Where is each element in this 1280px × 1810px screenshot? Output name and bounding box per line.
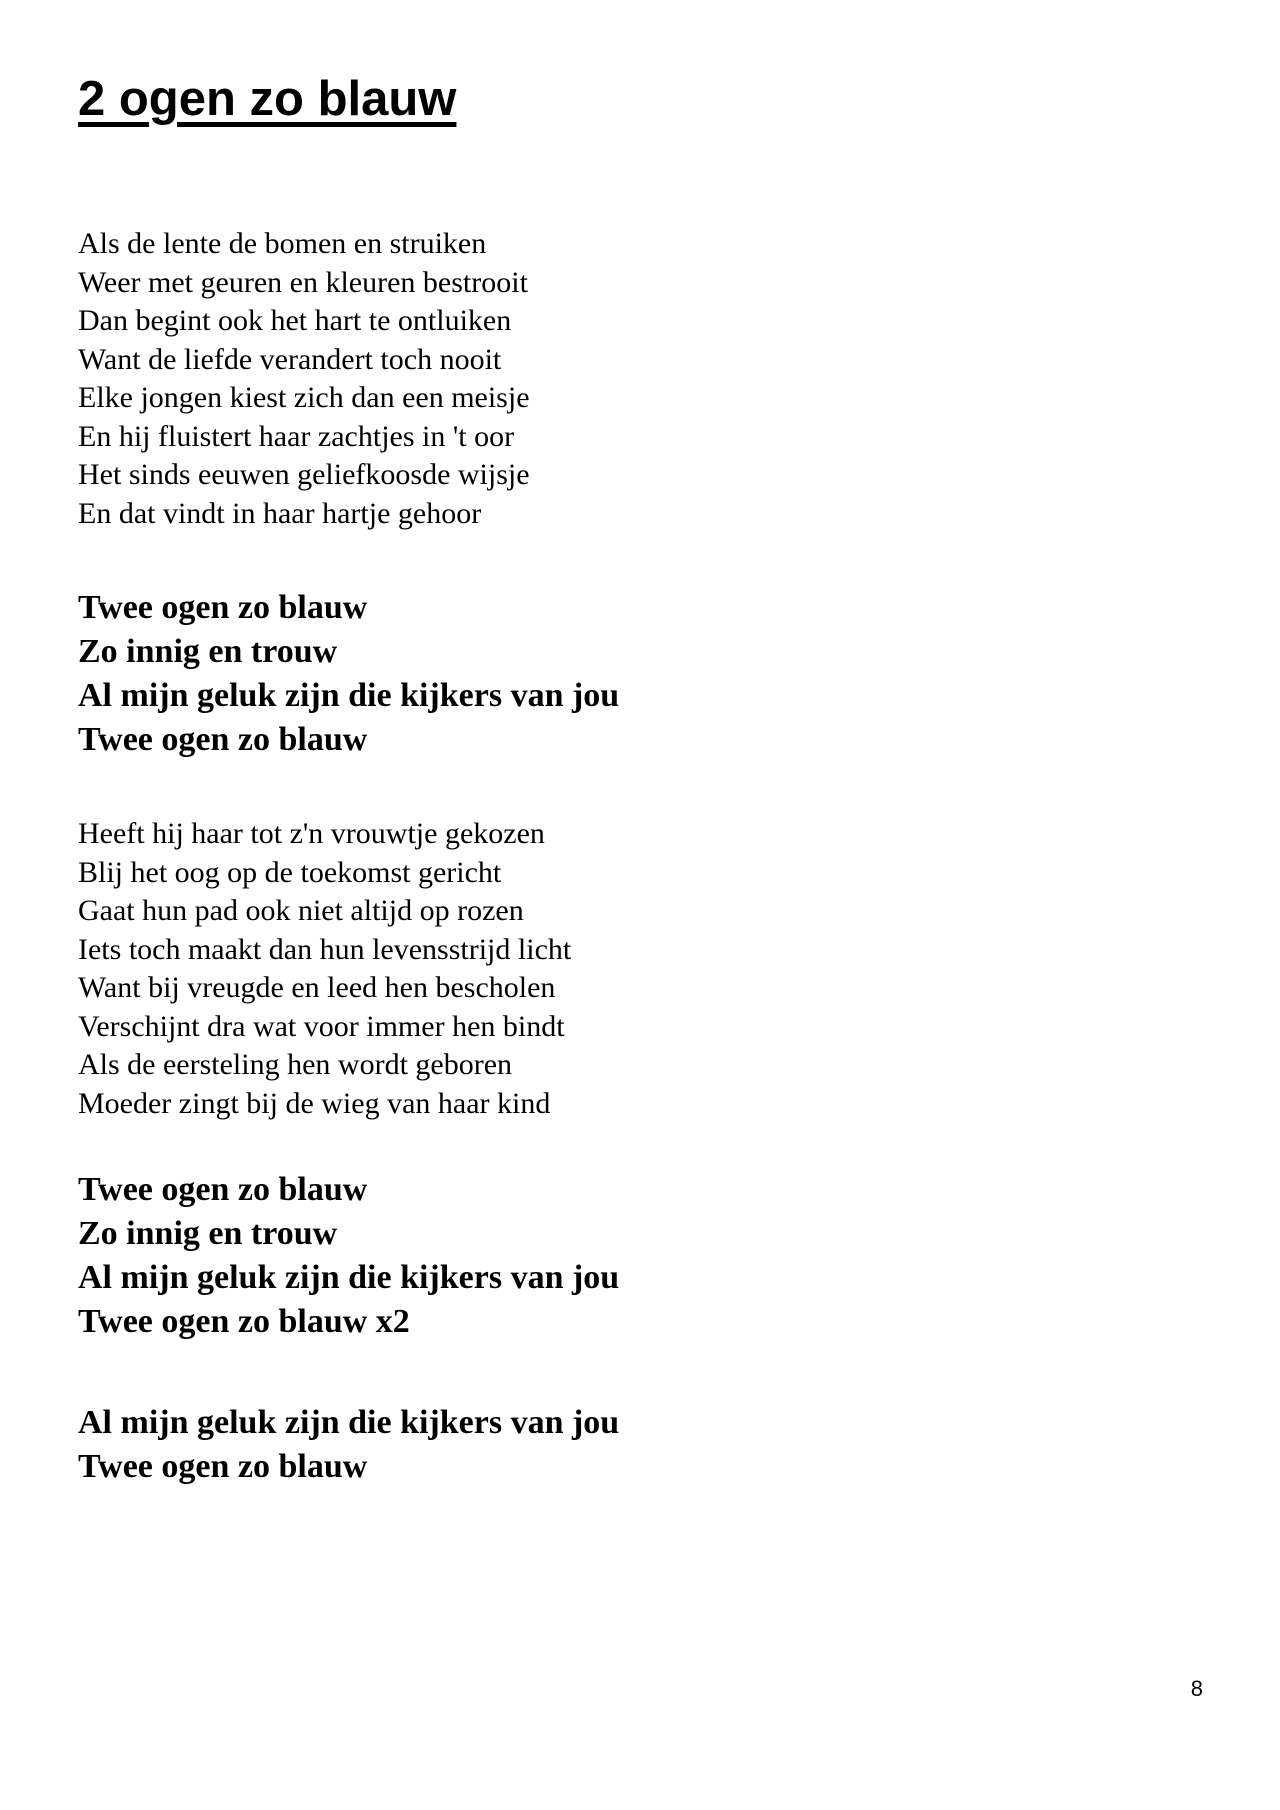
chorus-1 — [78, 586, 619, 762]
lyric-line: Want bij vreugde en leed hen bescholen — [78, 971, 556, 1004]
lyric-line: Als de eersteling hen wordt geboren — [78, 1048, 513, 1081]
lyric-line: Dan begint ook het hart te ontluiken — [78, 304, 512, 337]
lyric-line: Weer met geuren en kleuren bestrooit — [78, 265, 528, 299]
lyric-line: Twee ogen zo blauw — [78, 1171, 368, 1208]
lyric-line: Twee ogen zo blauw — [78, 721, 368, 758]
lyric-line: Al mijn geluk zijn die kijkers van jou — [78, 1259, 620, 1296]
outro-chorus — [78, 1401, 619, 1489]
lyric-line: En dat vindt in haar hartje gehoor — [78, 496, 482, 530]
chorus-2 — [78, 1168, 619, 1344]
lyric-line: Moeder zingt bij de wieg van haar kind — [78, 1086, 551, 1120]
lyric-line: Verschijnt dra wat voor immer hen bindt — [78, 1009, 565, 1043]
page-title: 2 ogen zo blauw — [78, 72, 457, 126]
lyric-line: Blij het oog op de toekomst gericht — [78, 855, 502, 889]
lyric-line: Zo innig en trouw — [78, 1215, 338, 1252]
lyric-line: Elke jongen kiest zich dan een meisje — [78, 381, 530, 414]
lyric-line: En hij fluistert haar zachtjes in 't oor — [78, 419, 515, 453]
verse-2 — [78, 815, 571, 1123]
lyric-line: Al mijn geluk zijn die kijkers van jou — [78, 677, 620, 714]
lyric-line: Twee ogen zo blauw — [78, 589, 368, 626]
page-number: 8 — [1190, 1676, 1203, 1701]
lyric-line: Twee ogen zo blauw x2 — [78, 1303, 410, 1340]
lyric-line: Gaat hun pad ook niet altijd op rozen — [78, 894, 524, 927]
lyric-line: Twee ogen zo blauw — [78, 1448, 368, 1485]
verse-1 — [78, 225, 530, 533]
lyric-line: Zo innig en trouw — [78, 633, 338, 670]
lyric-line: Als de lente de bomen en struiken — [78, 227, 487, 260]
lyric-line: Heeft hij haar tot z'n vrouwtje gekozen — [78, 817, 545, 850]
lyric-line: Al mijn geluk zijn die kijkers van jou — [78, 1404, 620, 1441]
lyric-line: Iets toch maakt dan hun levensstrijd licht — [78, 932, 572, 966]
lyric-line: Want de liefde verandert toch nooit — [78, 342, 502, 376]
lyric-line: Het sinds eeuwen geliefkoosde wijsje — [78, 458, 530, 491]
